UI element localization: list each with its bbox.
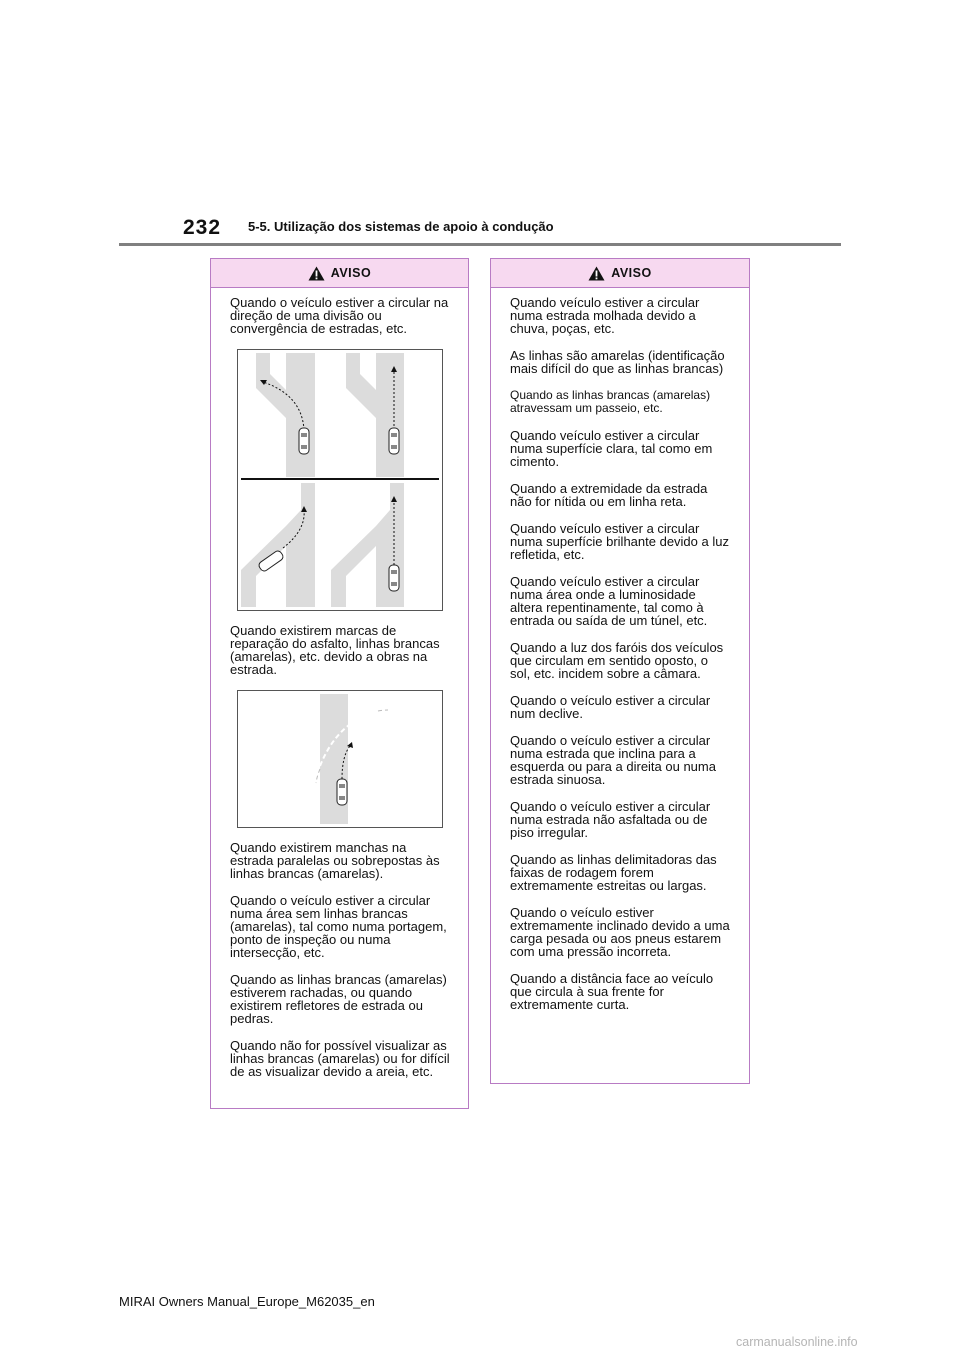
warning-item: Quando as linhas brancas (amarelas) atravessam um passeio, etc. (510, 388, 711, 415)
warning-item: Quando as linhas brancas (amarelas) estiverem rachadas, ou quando existirem refletores de estrada ou pedras. (230, 972, 447, 1026)
warning-triangle-icon (588, 266, 605, 281)
footer-manual-name: MIRAI Owners Manual_Europe_M62035_en (119, 1294, 375, 1309)
road-repair-marks-figure (237, 690, 443, 828)
watermark: carmanualsonline.info (736, 1335, 858, 1349)
warning-item: Quando a extremidade da estrada não for nítida ou em linha reta. (510, 481, 708, 509)
warning-item: Quando o veículo estiver a circular na direção de uma divisão ou convergência de estradas, etc. (230, 295, 449, 336)
warning-box-right (490, 258, 750, 1084)
warning-item: Quando a distância face ao veículo que circula à sua frente for extremamente curta. (510, 971, 714, 1012)
warning-header (491, 259, 749, 288)
warning-item: Quando o veículo estiver a circular numa estrada que inclina para a esquerda ou para a direita ou numa estrada sinuosa. (510, 733, 716, 787)
warning-title: AVISO (611, 266, 652, 280)
warning-item: Quando veículo estiver a circular numa superfície brilhante devido a luz refletida, etc. (510, 521, 729, 562)
warning-triangle-icon (308, 266, 325, 281)
header-rule (119, 243, 841, 246)
warning-item: As linhas são amarelas (identificação mais difícil do que as linhas brancas) (510, 348, 725, 376)
page-number: 232 (183, 216, 222, 239)
warning-item: Quando o veículo estiver extremamente inclinado devido a uma carga pesada ou aos pneus estarem com uma pressão incorreta. (510, 905, 730, 959)
warning-item: Quando as linhas delimitadoras das faixas de rodagem forem extremamente estreitas ou largas. (510, 852, 717, 893)
warning-item: Quando veículo estiver a circular numa área onde a luminosidade altera repentinamente, tal como à entrada ou saída de um túnel, etc. (510, 574, 708, 628)
warning-header (211, 259, 468, 288)
warning-item: Quando existirem manchas na estrada paralelas ou sobrepostas às linhas brancas (amarelas). (230, 840, 440, 881)
warning-item: Quando não for possível visualizar as linhas brancas (amarelas) ou for difícil de as visualizar devido a areia, etc. (230, 1038, 450, 1079)
road-divergence-figure (237, 349, 443, 611)
warning-item: Quando existirem marcas de reparação do asfalto, linhas brancas (amarelas), etc. devido a obras na estrada. (230, 623, 440, 677)
warning-item: Quando veículo estiver a circular numa estrada molhada devido a chuva, poças, etc. (510, 295, 700, 336)
warning-title: AVISO (330, 266, 372, 280)
warning-item: Quando a luz dos faróis dos veículos que circulam em sentido oposto, o sol, etc. incidem sobre a câmara. (510, 640, 724, 681)
warning-item: Quando o veículo estiver a circular numa área sem linhas brancas (amarelas), tal como numa portagem, ponto de inspeção ou numa intersecção, etc. (230, 893, 447, 960)
warning-item: Quando o veículo estiver a circular numa estrada não asfaltada ou de piso irregular. (510, 799, 711, 840)
warning-item: Quando veículo estiver a circular numa superfície clara, tal como em cimento. (510, 428, 713, 469)
section-title: 5-5. Utilização dos sistemas de apoio à condução (248, 219, 554, 234)
warning-item: Quando o veículo estiver a circular num declive. (510, 693, 711, 721)
warning-box-left (210, 258, 469, 1109)
